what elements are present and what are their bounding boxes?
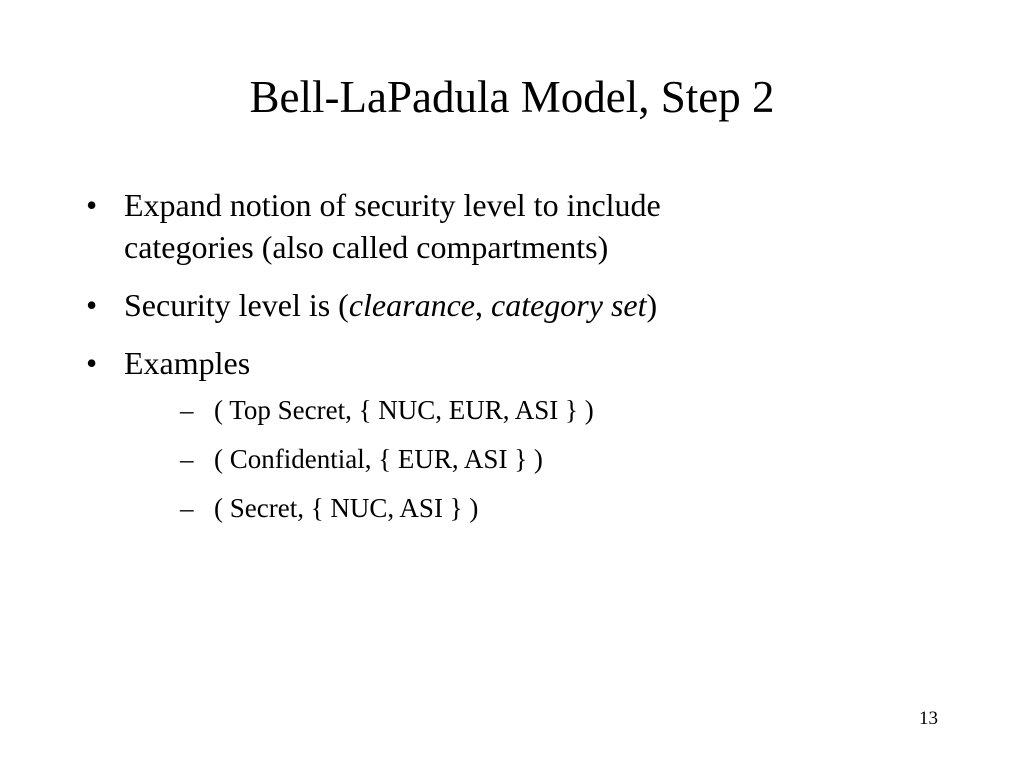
example-text: ( Top Secret, { NUC, EUR, ASI } )	[214, 395, 594, 425]
example-text: ( Confidential, { EUR, ASI } )	[214, 444, 543, 474]
bullet-text-line-2: categories (also called compartments)	[124, 229, 609, 265]
example-item-top-secret	[124, 394, 962, 426]
category-set-term: category set	[490, 287, 647, 323]
bullet-text-line-1: Expand notion of security level to include	[124, 187, 661, 223]
example-text: ( Secret, { NUC, ASI } )	[214, 493, 479, 523]
bullet-text-suffix: )	[646, 287, 658, 323]
bullet-item-security-level	[82, 284, 962, 326]
slide-title: Bell-LaPadula Model, Step 2	[249, 72, 775, 122]
page-number: 13	[919, 708, 938, 729]
clearance-term: clearance	[348, 287, 475, 323]
bullet-item-examples	[82, 342, 962, 524]
sub-bullet-marker: –	[180, 444, 194, 474]
bullet-text-prefix: Security level is (	[124, 287, 349, 323]
sub-bullet-marker: –	[180, 493, 194, 523]
bullet-marker: •	[86, 187, 98, 223]
bullet-list	[82, 184, 962, 541]
bullet-marker: •	[86, 287, 98, 323]
bullet-text-separator: ,	[474, 287, 491, 323]
bullet-text: Examples	[124, 345, 251, 381]
example-list	[124, 394, 962, 524]
example-item-confidential	[124, 443, 962, 475]
sub-bullet-marker: –	[180, 395, 194, 425]
bullet-marker: •	[86, 345, 98, 381]
example-item-secret	[124, 492, 962, 524]
bullet-item-expand-notion	[82, 184, 962, 268]
